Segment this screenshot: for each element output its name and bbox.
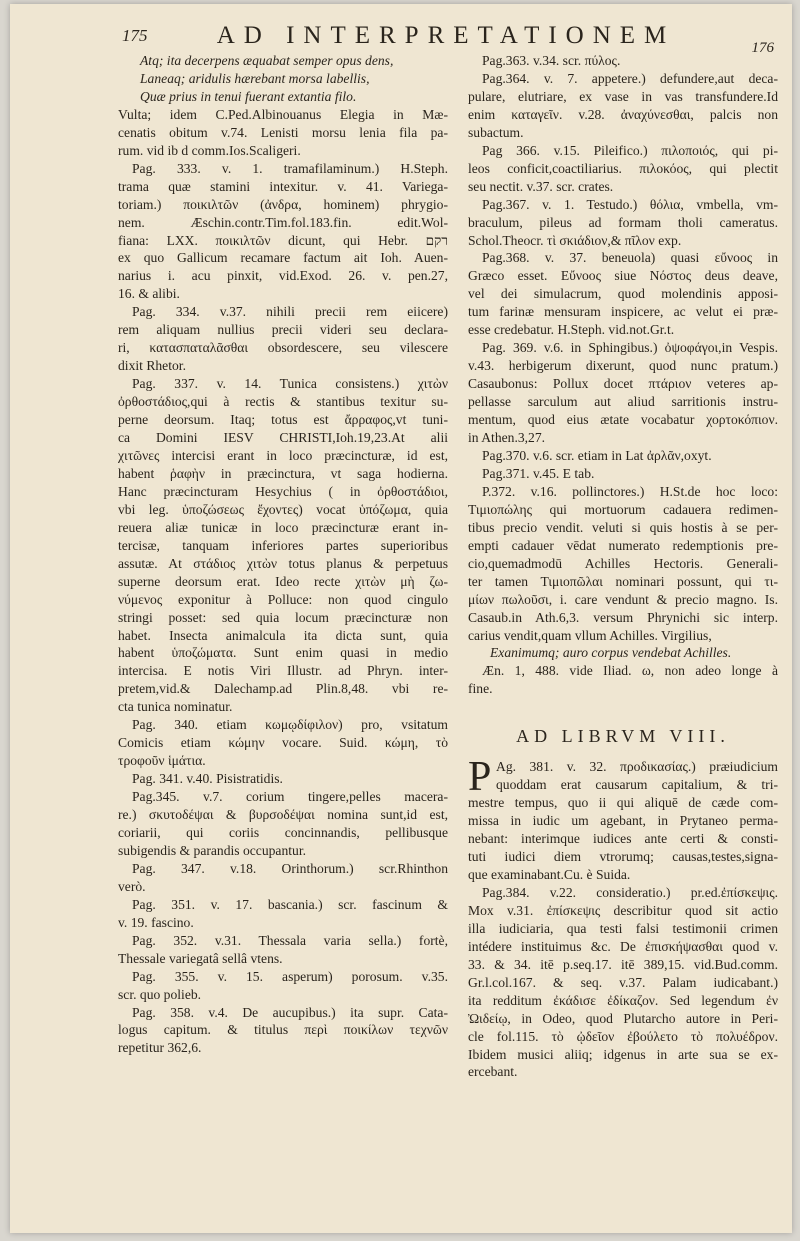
text-line: dixit Rhetor. <box>118 358 186 374</box>
text-line: Schol.Theocr. τὶ σκιάδιον,& πῖλον exp. <box>468 232 682 248</box>
text-line: Pag. 340. etiam κωμῳδίφιλον) pro, vsitatum <box>132 717 448 733</box>
text-line: Pag.364. v. 7. appetere.) defundere,aut deca- <box>482 70 778 86</box>
text-line: Æn. 1, 488. vide Iliad. ω, non adeo longe à <box>482 663 778 679</box>
book-page <box>10 4 792 1233</box>
text-line: logus capitum. & titulus περὶ ποικίλων τεχνῶν <box>118 1022 448 1038</box>
text-line: superne deorsum erat. Ideo recte χιτὼν μὴ ζω- <box>118 573 448 589</box>
section-body <box>468 754 778 1081</box>
text-line: νύμενος exponitur à Polluce: non quod cingulo <box>118 591 448 607</box>
text-line: mestre tempus, quo ii qui aliquē de cæde com- <box>468 795 778 811</box>
text-line: Vulta; idem C.Ped.Albinouanus Elegia in Mæ- <box>118 106 448 122</box>
text-line: Pag. 351. v. 17. bascania.) scr. fascinum & <box>132 896 448 912</box>
text-line: subactum. <box>468 124 524 140</box>
text-line: Casaub.in Ath.6,3. versum Phrynichi sic interp. <box>468 609 778 625</box>
text-line: habent ῥαφὴν in præcinctura, vt saga hodierna. <box>118 465 448 481</box>
text-line: χιτῶνες intercisi erant in loco præcincturæ, id est, <box>118 447 448 463</box>
text-line: reuera aliæ tunicæ in loco præcincturæ erant in- <box>118 519 448 535</box>
running-header <box>10 22 792 56</box>
text-line: Pag. 337. v. 14. Tunica consistens.) χιτὼν <box>132 376 448 392</box>
text-line: Pag. 347. v.18. Orinthorum.) scr.Rhinthon <box>132 860 448 876</box>
text-line: Pag. 333. v. 1. tramafilaminum.) H.Steph. <box>132 160 448 176</box>
text-line: narius i. acu pinxit, vid.Exod. 26. v. pen.27, <box>118 268 448 284</box>
text-line: vbi leg. ὑποζώσεως ἔχοντες) vocat ὑπόζωμα, quia <box>118 501 448 517</box>
text-line: habent ὑποζώματα. Sunt enim quasi in medio <box>118 645 448 661</box>
text-line: Pag. 334. v.37. nihili precii rem eiicere) <box>132 304 448 320</box>
text-line: ri, κατασπαταλᾶσθαι obsordescere, seu vilescere <box>118 340 448 356</box>
left-column <box>118 52 448 1057</box>
right-column <box>468 52 778 1081</box>
text-line: Pag. 341. v.40. Pisistratidis. <box>132 771 283 787</box>
text-line: nem. Æschin.contr.Tim.fol.183.fin. edit.Wol- <box>118 214 448 230</box>
text-line: Pag.371. v.45. E tab. <box>482 465 595 481</box>
text-line: Pag. 358. v.4. De aucupibus.) ita supr. Cata- <box>132 1004 448 1020</box>
text-line: assutæ. At στάδιος χιτὼν totus planus & perpetuus <box>118 555 448 571</box>
page-number-right: 176 <box>751 40 774 56</box>
text-line: mentum, quod eius ætate vocabatur χορτοκόπιον. <box>468 412 778 428</box>
text-line: v. 19. fascino. <box>118 914 194 930</box>
text-line: Mox v.31. ἐπίσκεψις describitur quod sit actio <box>468 902 778 918</box>
text-line: pretem,vid.& Dalechamp.ad Plin.8,48. vbi re- <box>118 681 448 697</box>
text-line: illa iudiciaria, qua testi falsi testimonii crimen <box>468 920 778 936</box>
text-line: rum. vid ib d comm.Ios.Scaligeri. <box>118 142 301 158</box>
text-line: intédere instituimus &c. De ἐπισκήψασθαι quod v. <box>468 938 778 954</box>
section-body-lines <box>468 754 778 1081</box>
text-line: P.372. v.16. pollinctores.) H.St.de hoc loco: <box>482 483 778 499</box>
text-line: Græco esset. Εὔνοος siue Νόστος deus deave, <box>468 268 778 284</box>
text-line: toriam.) ποικιλτῶν (ἀνδρα, hominem) phrygio- <box>118 196 448 212</box>
text-line: Pag. 369. v.6. in Sphingibus.) ὀψοφάγοι,in Vespis. <box>482 340 778 356</box>
text-line: Ὠιδείῳ, in Odeo, quod Plutarcho autore in Peri- <box>468 1010 778 1026</box>
text-line: quoddam erat causarum capitalium, & tri- <box>496 777 778 793</box>
text-line: repetitur 362,6. <box>118 1040 202 1056</box>
text-line: v.43. herbigerum dixerunt, quod nunc pratum.) <box>468 358 778 374</box>
text-line: in Athen.3,27. <box>468 430 546 446</box>
text-line: leos conficit,coactiliarius. πιλοκόος, qui plectit <box>468 160 778 176</box>
text-line: Τιμιοπώλης qui mortuorum cadauera redimen- <box>468 501 778 517</box>
text-line: Comicis etiam κώμην vocare. Suid. κώμη, τὸ <box>118 735 448 751</box>
text-line: missa in iudic um agebant, in Prytaneo perma- <box>468 813 778 829</box>
text-line: rem aliquam nullius precii videri seu declara- <box>118 322 448 338</box>
text-line: stringi posset: sed quia locum præcincturæ non <box>118 609 448 625</box>
text-line: empti cadauer vēdat numerato redemptionis pre- <box>468 537 778 553</box>
text-line: ita redditum ἐκάδισε ἐδίκαζον. Sed legendum ἐν <box>468 992 778 1008</box>
text-line: Gr.l.col.167. & seq. v.37. Palam iudicabant.) <box>468 974 778 990</box>
text-line: Pag.345. v.7. corium tingere,pelles macera- <box>132 789 448 805</box>
text-line: nebant: interimque iudices ante certi & consti- <box>468 831 778 847</box>
text-line: vel dei simulacrum, quod molendinis apposi- <box>468 286 778 302</box>
text-line: ὀρθοστάδιος,qui à rectis & stantibus texitur su- <box>118 394 448 410</box>
text-line: Laneaq; aridulis hærebant morsa labellis, <box>140 70 370 86</box>
text-line: fine. <box>468 681 493 697</box>
text-line: fiana: LXX. ποικιλτῶν dicunt, qui Hebr. רקם <box>118 232 448 248</box>
text-line: 33. & 34. itē p.seq.17. itē 389,15. vid.Bud.comm. <box>468 956 778 972</box>
text-line: enim καταγεῖν. v.28. ἀναχύνεσθαι, palcis non <box>468 106 778 122</box>
text-line: Hanc præcincturam Hesychius ( in ὀρθοστάδιοι, <box>118 483 448 499</box>
text-line: Ag. 381. v. 32. προδικασίας.) præiudicium <box>496 759 778 775</box>
text-line: tuti iudici diem vtrorumq; causas,testes,signa- <box>468 849 778 865</box>
text-line: seu nectit. v.37. scr. crates. <box>468 178 614 194</box>
text-line: ercebant. <box>468 1064 518 1080</box>
text-line: perne deorsum. Itaq; totus est ἄρραφος,vt tuni- <box>118 412 448 428</box>
text-line: Ibidem musici aliiq; idgenus in arte sua se ex- <box>468 1046 778 1062</box>
text-line: braculum, pileus ad formam tholi cameratus. <box>468 214 778 230</box>
text-line: Pag.368. v. 37. beneuola) quasi εὔνοος in <box>482 250 778 266</box>
text-line: cio,quemadmodū Achilles Hectoris. Generali- <box>468 555 778 571</box>
text-line: Casaubonus: Pollux docet πτάριον veteres ap- <box>468 376 778 392</box>
right-column-notes <box>468 52 778 698</box>
text-line: intercisa. E notis Viri Illustr. ad Phryn. inter- <box>118 663 448 679</box>
text-line: Pag. 355. v. 15. asperum) porosum. v.35. <box>132 968 448 984</box>
text-line: ter tamen Τιμιοπῶλαι nominari possunt, qui τι- <box>468 573 778 589</box>
text-line: tibus precio vendit. veluti si quis hostis à se per- <box>468 519 778 535</box>
text-line: μίων πωλοῦσι, i. care vendunt & precio magno. Is. <box>468 591 778 607</box>
text-line: que examinabant.Cu. è Suida. <box>468 866 631 882</box>
text-line: esse credebatur. H.Steph. vid.not.Gr.t. <box>468 322 675 338</box>
text-line: tum farinæ mensuram inspicere, ac velut ei præ- <box>468 304 778 320</box>
text-line: ex quo Gallicum recamare factum ait Ioh. Auen- <box>118 250 448 266</box>
text-line: ca Domini IESV CHRISTI,Ioh.19,23.At alii <box>118 430 448 446</box>
text-line: Pag.384. v.22. consideratio.) pr.ed.ἐπίσκεψις. <box>482 884 778 900</box>
text-line: pellasse sarculum aut aliud sarritionis instru- <box>468 394 778 410</box>
text-line: re.) σκυτοδέψαι & βυρσοδέψαι nomina sunt,id est, <box>118 807 448 823</box>
text-line: Pag. 352. v.31. Thessala varia sella.) fortè, <box>132 932 448 948</box>
text-line: τροφοῦν ἱμάτια. <box>118 753 206 769</box>
text-line: Exanimumq; auro corpus vendebat Achilles. <box>490 645 732 661</box>
page-number-left: 175 <box>122 26 148 45</box>
text-line: Quæ prius in tenui fuerant extantia filo. <box>140 88 357 104</box>
text-line: pulare, elutriare, ex vase in vas transfundere.Id <box>468 88 778 104</box>
text-line: Atq; ita decerpens æquabat semper opus dens, <box>140 53 394 68</box>
text-line: Pag 366. v.15. Pileifico.) πιλοποιός, qui pi- <box>482 142 778 158</box>
text-line: tercisæ, tanquam inferiores partes superioribus <box>118 537 448 553</box>
text-line: 16. & alibi. <box>118 286 180 302</box>
text-line: Pag.363. v.34. scr. πύλος. <box>482 53 621 68</box>
text-line: cta tunica nominatur. <box>118 699 233 715</box>
text-line: Thessale variegatâ sellâ vtens. <box>118 950 283 966</box>
text-line: trama quæ stamini intexitur. v. 41. Variega- <box>118 178 448 194</box>
text-line: scr. quo polieb. <box>118 986 202 1002</box>
section-title: AD LIBRVM VIII. <box>516 726 730 747</box>
text-line: verò. <box>118 878 146 894</box>
text-line: Pag.370. v.6. scr. etiam in Lat ἀρλᾶν,oxyt. <box>482 447 712 463</box>
text-line: coriarii, qui coriis concinnandis, pellibusque <box>118 824 448 840</box>
text-line: Pag.367. v. 1. Testudo.) θόλια, vmbella, vm- <box>482 196 778 212</box>
running-title: AD INTERPRETATIONEM <box>216 22 676 49</box>
text-line: carius vendit,quam vllum Achilles. Virgilius, <box>468 627 712 643</box>
drop-cap: P <box>468 754 492 801</box>
text-line: cle fol.115. τὸ ᾠδεῖον ἐβούλετο τὸ πολυέδρον. <box>468 1028 778 1044</box>
text-line: subigendis & parandis occupantur. <box>118 842 307 858</box>
text-line: cenatis obitum v.74. Lenisti morsu lenia fila pa- <box>118 124 448 140</box>
text-line: habet. Insecta animalcula ita dicta sunt, quia <box>118 627 448 643</box>
